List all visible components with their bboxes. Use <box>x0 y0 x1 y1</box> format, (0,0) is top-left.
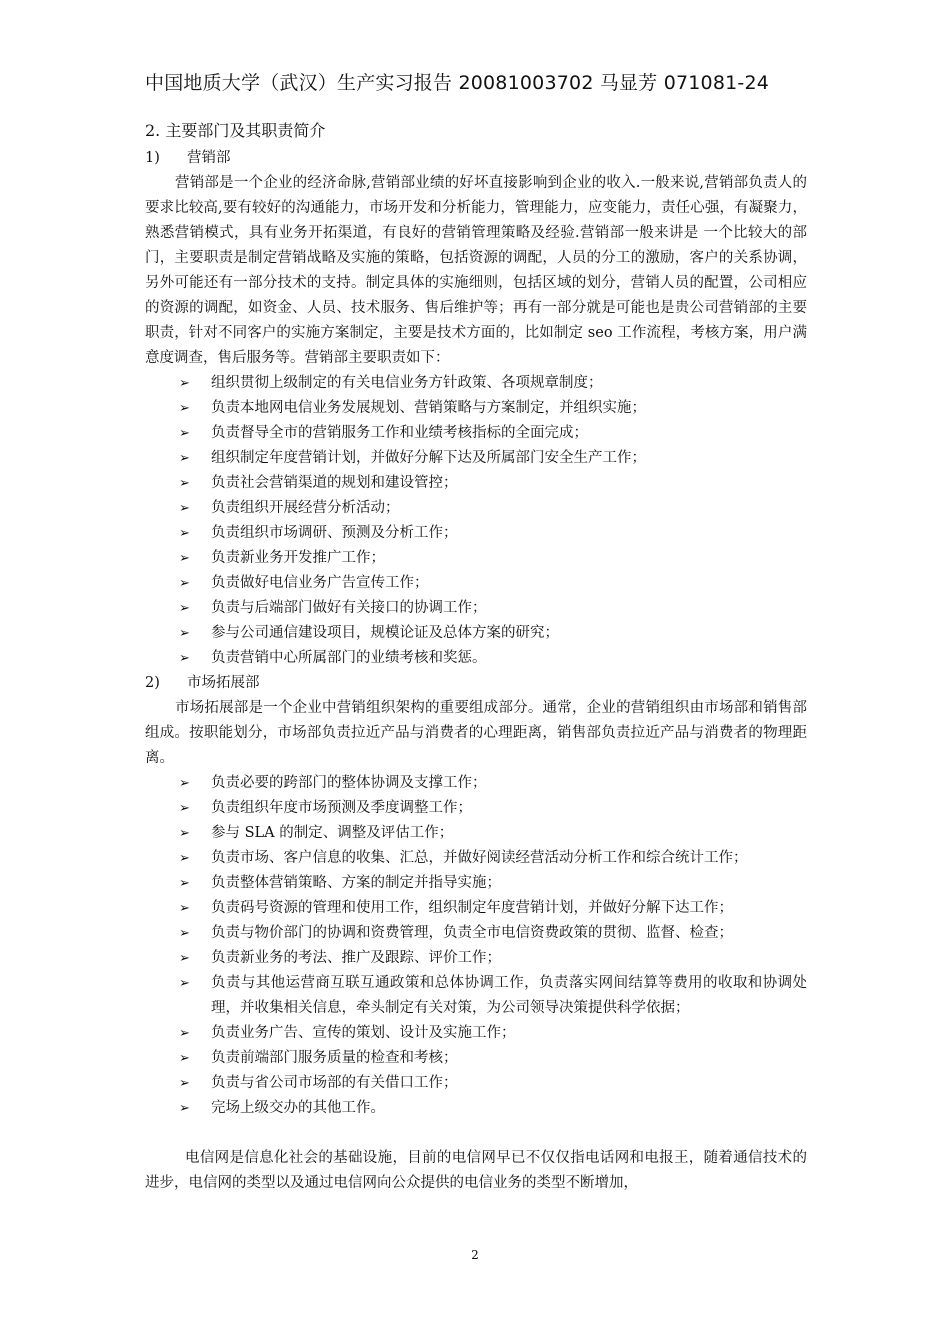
duty-item: ➢ 负责做好电信业务广告宣传工作； <box>145 571 807 596</box>
duty-item: ➢ 负责组织开展经营分析活动； <box>145 496 807 521</box>
arrow-bullet-icon: ➢ <box>179 626 190 641</box>
duty-item: ➢ 负责督导全市的营销服务工作和业绩考核指标的全面完成； <box>145 421 807 446</box>
duty-item: ➢ 负责与省公司市场部的有关借口工作； <box>145 1071 807 1096</box>
duty-item: ➢ 负责市场、客户信息的收集、汇总，并做好阅读经营活动分析工作和综合统计工作； <box>145 846 807 871</box>
arrow-bullet-icon: ➢ <box>179 401 190 416</box>
duty-item: ➢ 负责组织年度市场预测及季度调整工作； <box>145 796 807 821</box>
duty-item: ➢ 负责必要的跨部门的整体协调及支撑工作； <box>145 771 807 796</box>
arrow-bullet-icon: ➢ <box>179 851 190 866</box>
subsection-heading <box>145 146 807 171</box>
section-title: 2. 主要部门及其职责简介 <box>145 121 326 140</box>
duty-item: ➢ 负责与后端部门做好有关接口的协调工作； <box>145 596 807 621</box>
duty-item: ➢ 组织制定年度营销计划，并做好分解下达及所属部门安全生产工作； <box>145 446 807 471</box>
arrow-bullet-icon: ➢ <box>179 476 190 491</box>
arrow-bullet-icon: ➢ <box>179 501 190 516</box>
subsection-paragraph: 营销部是一个企业的经济命脉,营销部业绩的好坏直接影响到企业的收入.一般来说,营销部负责人的要求比较高,要有较好的沟通能力，市场开发和分析能力，管理能力，应变能力，责任心强，有凝聚力，熟悉营销模式，具有业务开拓渠道，有良好的营销管理策略及经验.营销部一般来讲是 一个比较大的部门，主要职责是制定营销战略及实施的策略，包括资源的调配，人员的分工的激励，客户的关系协调，另外可能还有一部分技术的支持。制定具体的实施细则，包括区域的划分，营销人员的配置，公司相应的资源的调配，如资金、人员、技术服务、售后维护等；再有一部分就是可能也是贵公司营销部的主要职责，针对不同客户的实施方案制定，主要是技术方面的，比如制定 seo 工作流程，考核方案，用户满意度调查，售后服务等。营销部主要职责如下： <box>145 175 807 366</box>
duty-item: ➢ 负责新业务的考法、推广及跟踪、评价工作； <box>145 946 807 971</box>
duty-item: ➢ 负责码号资源的管理和使用工作，组织制定年度营销计划，并做好分解下达工作； <box>145 896 807 921</box>
arrow-bullet-icon: ➢ <box>179 826 190 841</box>
duty-item: ➢ 负责新业务开发推广工作； <box>145 546 807 571</box>
subsection-number: 2) <box>145 675 160 691</box>
document-body <box>145 118 807 1196</box>
arrow-bullet-icon: ➢ <box>179 451 190 466</box>
page-header: 中国地质大学（武汉）生产实习报告 20081003702 马显芳 071081-24 <box>145 72 770 94</box>
arrow-bullet-icon: ➢ <box>179 1101 190 1116</box>
subsection-paragraph: 市场拓展部是一个企业中营销组织架构的重要组成部分。通常，企业的营销组织由市场部和销售部组成。按职能划分，市场部负责拉近产品与消费者的心理距离，销售部负责拉近产品与消费者的物理距离。 <box>145 700 807 766</box>
arrow-bullet-icon: ➢ <box>179 976 190 991</box>
duty-item: ➢ 负责与其他运营商互联互通政策和总体协调工作，负责落实网间结算等费用的收取和协调处理，并收集相关信息，牵头制定有关对策，为公司领导决策提供科学依据； <box>145 971 807 1021</box>
duty-item: ➢ 负责整体营销策略、方案的制定并指导实施； <box>145 871 807 896</box>
subsection-title: 市场拓展部 <box>187 675 260 691</box>
duty-item: ➢ 参与 SLA 的制定、调整及评估工作； <box>145 821 807 846</box>
duty-list <box>145 371 807 671</box>
paragraph-gap <box>145 1121 807 1146</box>
arrow-bullet-icon: ➢ <box>179 651 190 666</box>
section-marketing <box>145 146 807 671</box>
duty-item: ➢ 负责营销中心所属部门的业绩考核和奖惩。 <box>145 646 807 671</box>
duty-list <box>145 771 807 1121</box>
closing-paragraph: 电信网是信息化社会的基础设施，目前的电信网早已不仅仅指电话网和电报王，随着通信技术的进步，电信网的类型以及通过电信网向公众提供的电信业务的类型不断增加， <box>145 1150 807 1191</box>
arrow-bullet-icon: ➢ <box>179 526 190 541</box>
duty-item: ➢ 负责前端部门服务质量的检查和考核； <box>145 1046 807 1071</box>
arrow-bullet-icon: ➢ <box>179 1026 190 1041</box>
duty-item: ➢ 参与公司通信建设项目，规模论证及总体方案的研究； <box>145 621 807 646</box>
arrow-bullet-icon: ➢ <box>179 576 190 591</box>
arrow-bullet-icon: ➢ <box>179 876 190 891</box>
duty-item: ➢ 组织贯彻上级制定的有关电信业务方针政策、各项规章制度； <box>145 371 807 396</box>
duty-item: ➢ 负责社会营销渠道的规划和建设管控； <box>145 471 807 496</box>
arrow-bullet-icon: ➢ <box>179 776 190 791</box>
arrow-bullet-icon: ➢ <box>179 1051 190 1066</box>
arrow-bullet-icon: ➢ <box>179 551 190 566</box>
arrow-bullet-icon: ➢ <box>179 426 190 441</box>
section-market-expansion <box>145 671 807 1121</box>
arrow-bullet-icon: ➢ <box>179 376 190 391</box>
arrow-bullet-icon: ➢ <box>179 951 190 966</box>
duty-item: ➢ 负责组织市场调研、预测及分析工作； <box>145 521 807 546</box>
subsection-heading <box>145 671 807 696</box>
duty-item: ➢ 负责本地网电信业务发展规划、营销策略与方案制定，并组织实施； <box>145 396 807 421</box>
duty-item: ➢ 负责与物价部门的协调和资费管理，负责全市电信资费政策的贯彻、监督、检查； <box>145 921 807 946</box>
arrow-bullet-icon: ➢ <box>179 601 190 616</box>
duty-item: ➢ 负责业务广告、宣传的策划、设计及实施工作； <box>145 1021 807 1046</box>
duty-item: ➢ 完场上级交办的其他工作。 <box>145 1096 807 1121</box>
subsection-title: 营销部 <box>187 150 231 166</box>
arrow-bullet-icon: ➢ <box>179 926 190 941</box>
arrow-bullet-icon: ➢ <box>179 1076 190 1091</box>
arrow-bullet-icon: ➢ <box>179 901 190 916</box>
subsection-number: 1) <box>145 150 160 166</box>
page-number: 2 <box>471 1248 479 1262</box>
arrow-bullet-icon: ➢ <box>179 801 190 816</box>
